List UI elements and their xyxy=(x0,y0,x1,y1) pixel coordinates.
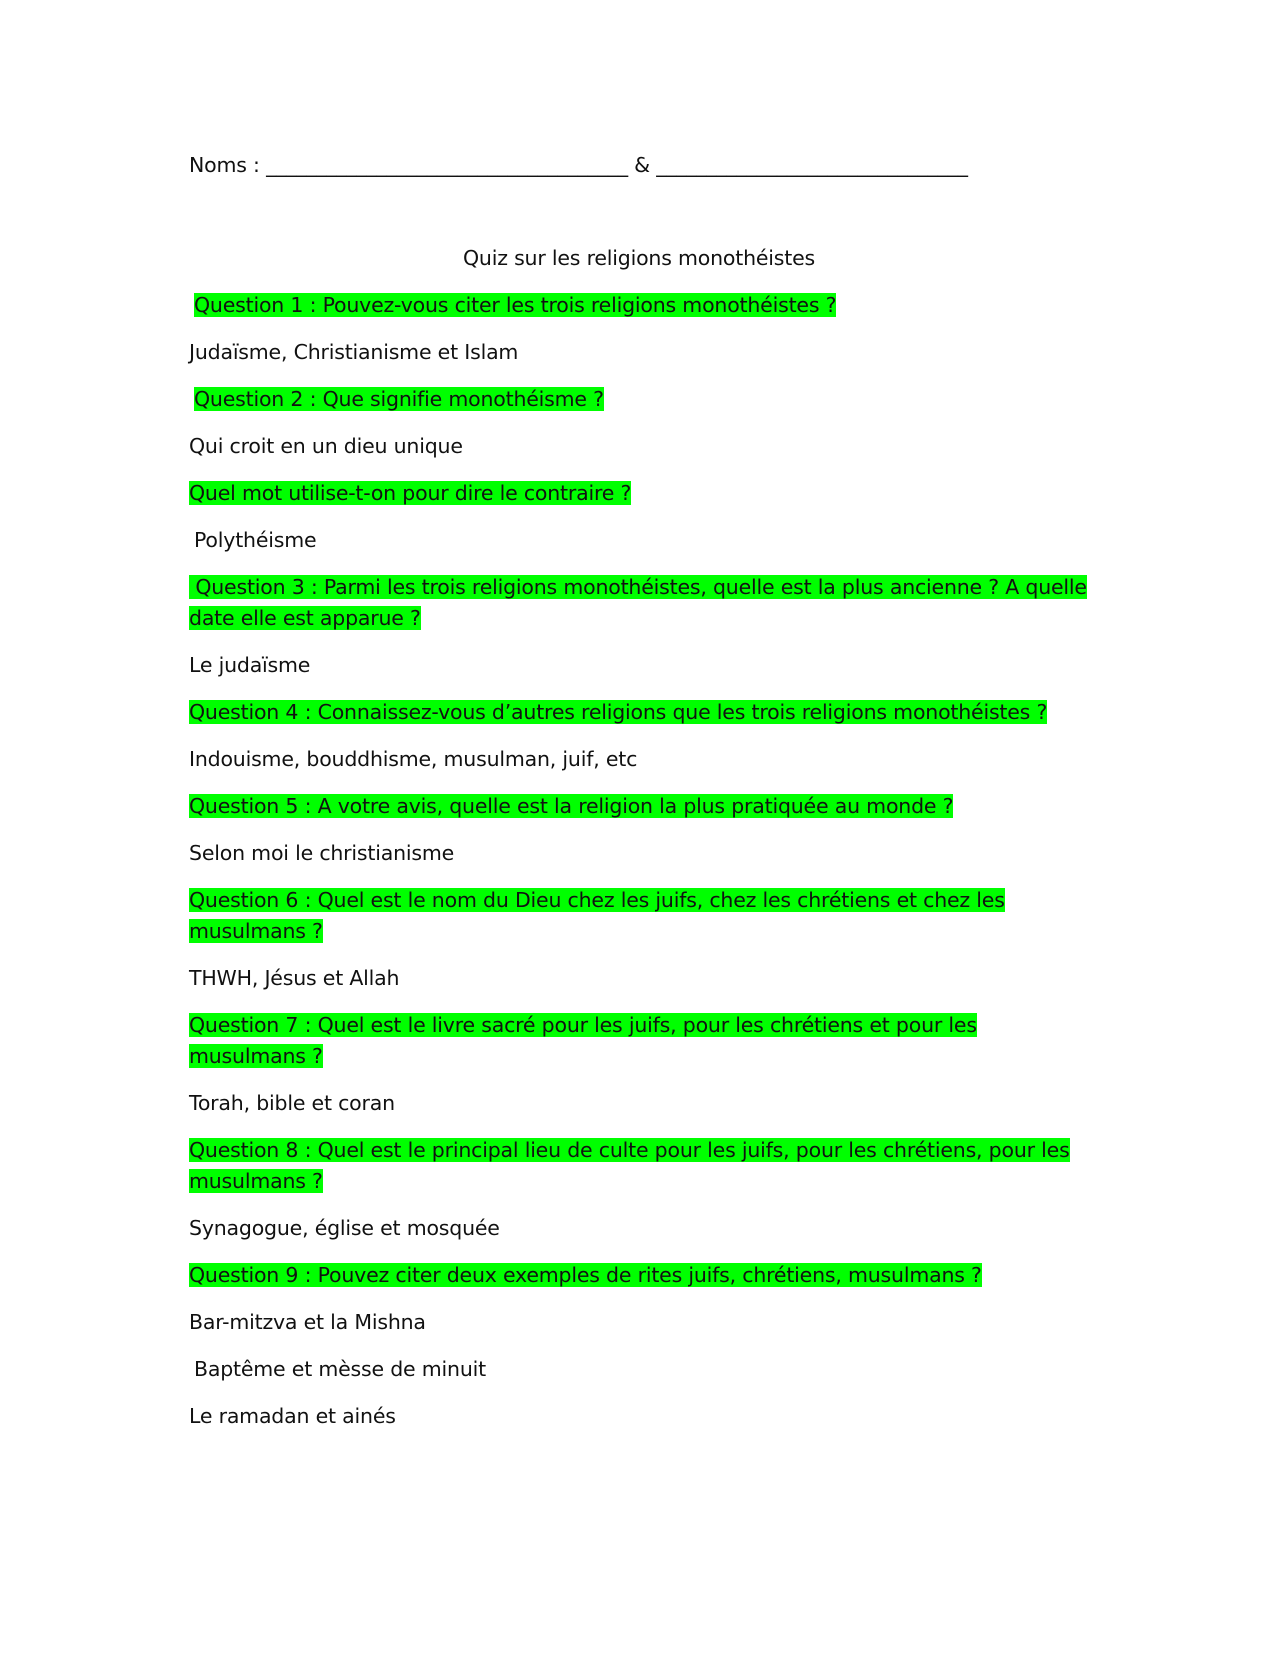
question-6-text: Question 6 : Quel est le nom du Dieu chez les juifs, chez les chrétiens et chez les musulmans ? xyxy=(189,888,1005,943)
answer-3: Le judaïsme xyxy=(189,653,311,677)
answer-8: Synagogue, église et mosquée xyxy=(189,1216,500,1240)
question-5-text: Question 5 : A votre avis, quelle est la religion la plus pratiquée au monde ? xyxy=(189,794,954,818)
names-line: Noms : ____________________________________ & _______________________________ xyxy=(189,153,968,177)
question-7 xyxy=(189,1010,1089,1072)
answer-4: Indouisme, bouddhisme, musulman, juif, etc xyxy=(189,747,638,771)
answer-2b: Polythéisme xyxy=(194,528,317,552)
question-2b-text: Quel mot utilise-t-on pour dire le contraire ? xyxy=(189,481,632,505)
answer-7: Torah, bible et coran xyxy=(189,1091,395,1115)
question-2-text: Question 2 : Que signifie monothéisme ? xyxy=(194,387,604,411)
question-2b xyxy=(189,478,1089,509)
answer-1: Judaïsme, Christianisme et Islam xyxy=(189,340,519,364)
question-3-text: Question 3 : Parmi les trois religions monothéistes, quelle est la plus ancienne ? A quelle date elle est apparue ? xyxy=(189,575,1087,630)
question-1-text: Question 1 : Pouvez-vous citer les trois religions monothéistes ? xyxy=(194,293,837,317)
question-2 xyxy=(189,384,1089,415)
quiz-title: Quiz sur les religions monothéistes xyxy=(462,246,816,270)
question-1 xyxy=(189,290,1089,321)
question-9 xyxy=(189,1260,1089,1291)
answer-9b: Baptême et mèsse de minuit xyxy=(194,1357,486,1381)
answer-2: Qui croit en un dieu unique xyxy=(189,434,463,458)
question-5 xyxy=(189,791,1089,822)
answer-6: THWH, Jésus et Allah xyxy=(189,966,400,990)
question-3 xyxy=(189,572,1089,634)
question-6 xyxy=(189,885,1089,947)
question-4 xyxy=(189,697,1089,728)
answer-5: Selon moi le christianisme xyxy=(189,841,455,865)
question-8-text: Question 8 : Quel est le principal lieu de culte pour les juifs, pour les chrétiens, pour les musulmans ? xyxy=(189,1138,1070,1193)
question-4-text: Question 4 : Connaissez-vous d’autres religions que les trois religions monothéistes ? xyxy=(189,700,1048,724)
answer-9a: Bar-mitzva et la Mishna xyxy=(189,1310,426,1334)
document-body xyxy=(189,150,1089,1448)
question-9-text: Question 9 : Pouvez citer deux exemples de rites juifs, chrétiens, musulmans ? xyxy=(189,1263,982,1287)
question-8 xyxy=(189,1135,1089,1197)
question-7-text: Question 7 : Quel est le livre sacré pour les juifs, pour les chrétiens et pour les musulmans ? xyxy=(189,1013,977,1068)
answer-9c: Le ramadan et ainés xyxy=(189,1404,396,1428)
